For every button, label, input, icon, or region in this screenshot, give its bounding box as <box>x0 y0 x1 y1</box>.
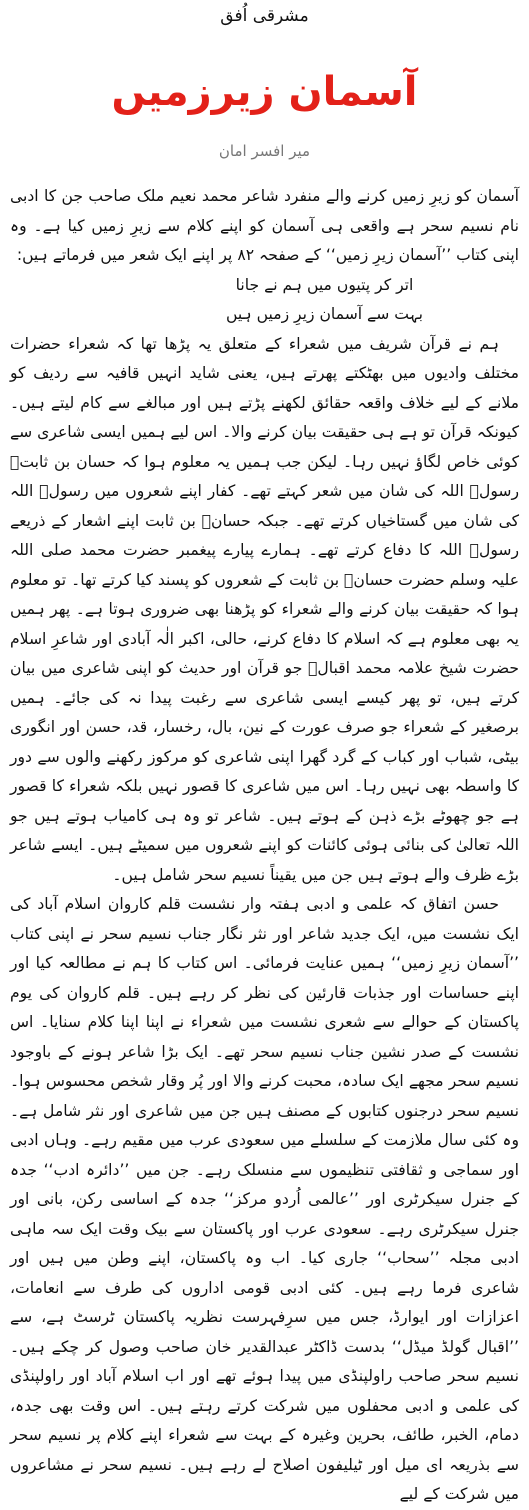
author-byline: میر افسر امان <box>218 142 311 160</box>
section-label: مشرقی اُفق <box>220 6 309 26</box>
paragraph-naseem-sahar-bio: حسن اتفاق کہ علمی و ادبی ہفتہ وار نشست قلم کاروان اسلام آباد کی ایک نشست میں، ایک جدید شاعر اور نثر نگار جناب نسیم سحر نے اپنی کتاب ’’آسمان زیرِ زمیں‘‘ ہمیں عنایت فرمائی۔ اس کتاب کا ہم نے مطالعہ کیا اور اپنے حساسات اور جذبات قارئین کی نظر کر رہے ہیں۔ قلم کاروان کی یوم پاکستان کے حوالے سے شعری نشست میں شعراء نے اپنا اپنا کلام سنایا۔ اس نشست کے صدر نشین جناب نسیم سحر تھے۔ ایک بڑا شاعر ہونے کے باوجود نسیم سحر مجھے ایک سادہ، محبت کرنے والا اور پُر وقار شخص محسوس ہوا۔ نسیم سحر درجنوں کتابوں کے مصنف ہیں جن میں شاعری اور نثر شامل ہے۔ وہ کئی سال ملازمت کے سلسلے میں سعودی عرب میں مقیم رہے۔ وہاں ادبی اور سماجی و ثقافتی تنظیموں سے منسلک رہے۔ جن میں ’’دائرہ ادب‘‘ جدہ کے جنرل سیکرٹری اور ’’عالمی اُردو مرکز‘‘ جدہ کے اساسی رکن، بانی اور جنرل سیکرٹری رہے۔ سعودی عرب اور پاکستان سے بیک وقت ایک سہ ماہی ادبی مجلہ ’’سحاب‘‘ جاری کیا۔ اب وہ پاکستان، اپنے وطن میں ہیں اور شاعری فرما رہے ہیں۔ کئی ادبی قومی اداروں کی طرف سے انعامات، اعزازات اور ایوارڈ، جس میں سرِفہرست نظریہ پاکستان ٹرسٹ ہے، سے ’’اقبال گولڈ میڈل‘‘ بدست ڈاکٹر عبدالقدیر خان صاحب وصول کر چکے ہیں۔ نسیم سحر صاحب راولپنڈی میں پیدا ہوئے تھے اور اب اسلام آباد اور راولپنڈی کی علمی و ادبی محفلوں میں شرکت کرتے رہتے ہیں۔ اس وقت بھی جدہ، دمام، الخبر، طائف، بحرین وغیرہ کے بہت سے شعراء اپنے کلام پر نسیم سحر سے بذریعہ ای میل اور ٹیلیفون اصلاح لے رہے ہیں۔ نسیم سحر نے مشاعروں میں شرکت کے لیے <box>10 895 519 1503</box>
article-title: آسمان زیرزمیں <box>111 69 418 115</box>
verse-line-2: بہت سے آسمان زیرِ زمیں ہیں <box>225 305 424 323</box>
paragraph-intro: آسمان کو زیرِ زمیں کرنے والے منفرد شاعر محمد نعیم ملک صاحب جن کا ادبی نام نسیم سحر ہے واقعی ہی آسمان کو اپنے کلام سے زیرِ زمیں کیا ہے۔ وہ اپنی کتاب ’’آسمان زیرِ زمیں‘‘ کے صفحہ ۸۲ پر اپنے ایک شعر میں فرماتے ہیں: <box>10 187 519 264</box>
article-body <box>10 182 519 1510</box>
verse-line-1: اتر کر پتیوں میں ہم نے جانا <box>235 275 414 294</box>
paragraph-quran-poets: ہم نے قرآن شریف میں شعراء کے متعلق یہ پڑھا تھا کہ شعراء حضرات مختلف وادیوں میں بھٹکتے پھرتے ہیں، یعنی شاید انہیں قافیہ سے ردیف کو ملانے کے لیے خلاف واقعہ حقائق لکھنے پڑتے ہیں اور مبالغے سے کام لیتے ہیں۔ کیونکہ قرآن تو ہے ہی حقیقت بیان کرنے والا۔ اس لیے ہمیں ایسی شاعری سے کوئی خاص لگاؤ نہیں رہا۔ لیکن جب ہمیں یہ معلوم ہوا کہ حسان بن ثابتؓ رسولؐ اللہ کی شان میں شعر کہتے تھے۔ کفار اپنے شعروں میں رسولؐ اللہ کی شان میں گستاخیاں کرتے تھے۔ جبکہ حسانؓ بن ثابت اپنے اشعار کے ذریعے رسولؐ اللہ کا دفاع کرتے تھے۔ ہمارے پیارے پیغمبر حضرت محمد صلی اللہ علیہ وسلم حضرت حسانؓ بن ثابت کے شعروں کو پسند کیا کرتے تھا۔ تو معلوم ہوا کہ حقیقت بیان کرنے والے شعراء کو پڑھنا بھی ضروری ہوتا ہے۔ پھر ہمیں یہ بھی معلوم ہے کہ اسلام کا دفاع کرنے، حالی، اکبر الٰہ آبادی اور شاعرِ اسلام حضرت شیخ علامہ محمد اقبالؒ جو قرآن اور حدیث کو اپنی شاعری میں بیان کرتے ہیں، تو پھر کیسے ایسی شاعری سے رغبت پیدا نہ کی جائے۔ ہمیں برصغیر کے شعراء جو صرف عورت کے نین، بال، رخسار، قد، حسن اور انگوری بیٹی، شباب اور کباب کے گرد گھرا اپنی شاعری کو مرکوز رکھنے والوں سے دور کا واسطہ بھی نہیں رہا۔ اس میں شاعری کا قصور نہیں بلکہ شعراء کا قصور ہے جو چھوٹے بڑے ذہن کے ہوتے ہیں۔ شاعر تو وہ ہی کامیاب ہوتے ہیں جو اللہ تعالیٰ کی بنائی ہوئی کائنات کو اپنے شعروں میں سمیٹے ہیں۔ ایسے شاعر بڑے ظرف والے ہوتے ہیں جن میں یقیناً نسیم سحر شامل ہیں۔ <box>10 334 519 884</box>
